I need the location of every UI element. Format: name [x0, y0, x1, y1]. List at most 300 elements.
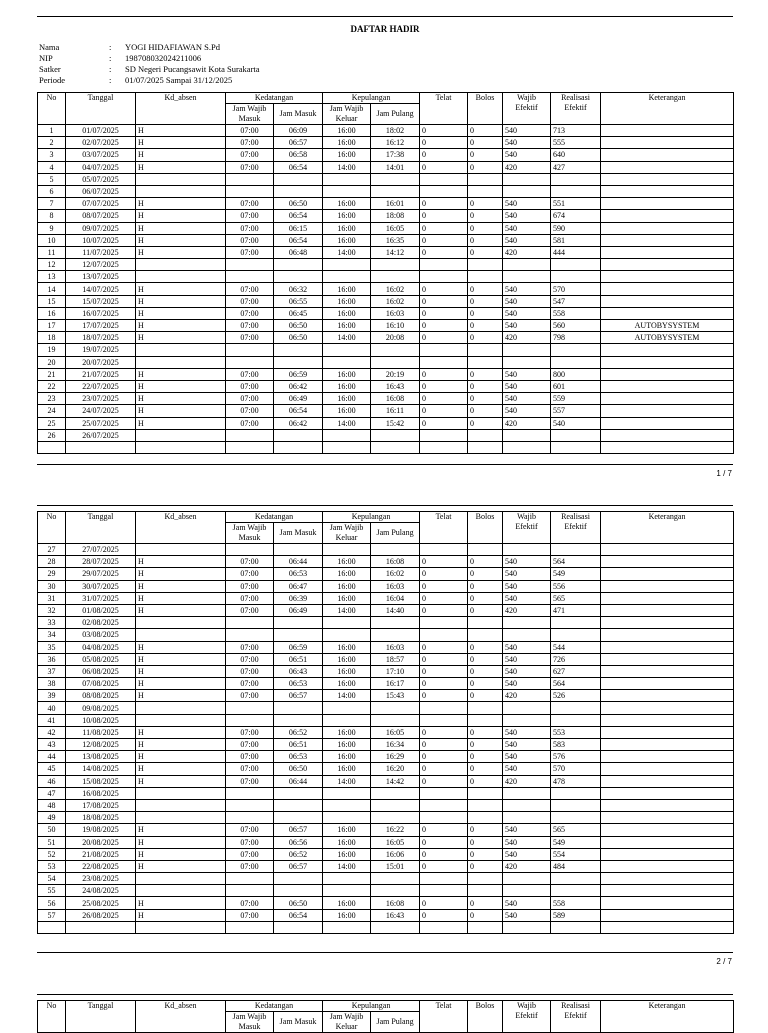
cell-jam-masuk: 06:53	[274, 568, 323, 580]
cell-bolos: 0	[468, 690, 503, 702]
cell-kd-absen: H	[136, 690, 226, 702]
table-row	[38, 812, 734, 824]
cell-keterangan	[601, 860, 734, 872]
page1-top-rule	[37, 16, 733, 17]
cell-keterangan	[601, 234, 734, 246]
cell-kd-absen: H	[136, 393, 226, 405]
cell-wajib-efektif: 540	[503, 641, 551, 653]
col-telat-header: Telat	[420, 512, 468, 544]
cell-wajib-efektif: 420	[503, 161, 551, 173]
cell-no: 56	[38, 897, 66, 909]
cell-jam-masuk: 06:09	[274, 125, 323, 137]
cell-realisasi-efektif: 526	[551, 690, 601, 702]
cell-jam-masuk: 06:42	[274, 417, 323, 429]
cell-wajib-efektif: 540	[503, 405, 551, 417]
cell-keterangan	[601, 246, 734, 258]
cell-no: 46	[38, 775, 66, 787]
cell-jam-pulang: 16:43	[371, 380, 420, 392]
table-row	[38, 429, 734, 441]
cell-keterangan	[601, 137, 734, 149]
col-jam-wajib-keluar-header: Jam Wajib Keluar	[323, 523, 371, 544]
col-realisasi-efektif-header: Realisasi Efektif	[551, 93, 601, 125]
cell-keterangan	[601, 714, 734, 726]
cell-realisasi-efektif: 564	[551, 678, 601, 690]
cell-jam-wajib-masuk: 07:00	[226, 909, 274, 921]
cell-no: 45	[38, 763, 66, 775]
cell-jam-pulang: 16:04	[371, 592, 420, 604]
cell-jam-masuk	[274, 702, 323, 714]
table-row	[38, 617, 734, 629]
cell-keterangan	[601, 909, 734, 921]
cell-jam-masuk: 06:42	[274, 380, 323, 392]
cell-jam-pulang	[371, 429, 420, 441]
cell-jam-wajib-keluar: 16:00	[323, 641, 371, 653]
cell-jam-wajib-masuk	[226, 812, 274, 824]
cell-no: 19	[38, 344, 66, 356]
cell-jam-wajib-keluar: 16:00	[323, 380, 371, 392]
page-number: 2 / 7	[716, 957, 732, 966]
cell-telat: 0	[420, 295, 468, 307]
cell-jam-wajib-masuk: 07:00	[226, 824, 274, 836]
cell-wajib-efektif	[503, 185, 551, 197]
cell-tanggal: 18/08/2025	[66, 812, 136, 824]
cell-kd-absen: H	[136, 897, 226, 909]
cell-kd-absen	[136, 885, 226, 897]
cell-kd-absen: H	[136, 860, 226, 872]
cell-no: 54	[38, 873, 66, 885]
table-row	[38, 739, 734, 751]
cell-wajib-efektif: 540	[503, 222, 551, 234]
cell-tanggal: 16/07/2025	[66, 307, 136, 319]
cell-realisasi-efektif: 800	[551, 368, 601, 380]
cell-no: 1	[38, 125, 66, 137]
cell-jam-wajib-masuk: 07:00	[226, 775, 274, 787]
cell-jam-wajib-masuk: 07:00	[226, 556, 274, 568]
cell-telat	[420, 185, 468, 197]
cell-wajib-efektif	[503, 173, 551, 185]
attendance-table	[37, 1000, 734, 1033]
cell-tanggal: 10/07/2025	[66, 234, 136, 246]
cell-wajib-efektif	[503, 344, 551, 356]
cell-jam-masuk	[274, 441, 323, 453]
cell-wajib-efektif	[503, 544, 551, 556]
cell-kd-absen	[136, 617, 226, 629]
col-tanggal-header: Tanggal	[66, 1001, 136, 1033]
cell-no: 33	[38, 617, 66, 629]
cell-wajib-efektif: 540	[503, 568, 551, 580]
col-jam-masuk-header: Jam Masuk	[274, 523, 323, 544]
col-kd-absen-header: Kd_absen	[136, 93, 226, 125]
table-row	[38, 125, 734, 137]
cell-jam-wajib-masuk	[226, 714, 274, 726]
cell-no: 42	[38, 726, 66, 738]
cell-keterangan	[601, 836, 734, 848]
cell-jam-masuk: 06:54	[274, 161, 323, 173]
cell-kd-absen	[136, 185, 226, 197]
cell-jam-masuk	[274, 885, 323, 897]
cell-wajib-efektif: 540	[503, 726, 551, 738]
cell-bolos	[468, 812, 503, 824]
cell-tanggal: 17/08/2025	[66, 799, 136, 811]
cell-keterangan	[601, 429, 734, 441]
cell-keterangan	[601, 295, 734, 307]
cell-jam-wajib-masuk	[226, 259, 274, 271]
cell-jam-masuk: 06:59	[274, 641, 323, 653]
table-body	[38, 125, 734, 454]
cell-keterangan	[601, 897, 734, 909]
col-wajib-efektif-header: Wajib Efektif	[503, 1001, 551, 1033]
cell-jam-wajib-masuk: 07:00	[226, 726, 274, 738]
cell-telat	[420, 812, 468, 824]
cell-jam-wajib-masuk	[226, 441, 274, 453]
cell-jam-wajib-masuk: 07:00	[226, 848, 274, 860]
cell-bolos: 0	[468, 860, 503, 872]
cell-jam-wajib-masuk: 07:00	[226, 678, 274, 690]
cell-telat	[420, 544, 468, 556]
cell-telat: 0	[420, 222, 468, 234]
col-kepulangan-header: Kepulangan	[323, 512, 420, 523]
cell-realisasi-efektif: 444	[551, 246, 601, 258]
col-jam-masuk-header: Jam Masuk	[274, 1012, 323, 1033]
cell-jam-wajib-masuk	[226, 702, 274, 714]
table-row	[38, 836, 734, 848]
cell-no: 16	[38, 307, 66, 319]
cell-jam-pulang: 16:17	[371, 678, 420, 690]
cell-keterangan	[601, 739, 734, 751]
cell-jam-wajib-masuk	[226, 173, 274, 185]
cell-wajib-efektif: 540	[503, 678, 551, 690]
cell-jam-wajib-masuk	[226, 799, 274, 811]
cell-jam-pulang	[371, 259, 420, 271]
cell-jam-pulang	[371, 344, 420, 356]
cell-bolos: 0	[468, 897, 503, 909]
cell-kd-absen: H	[136, 405, 226, 417]
cell-jam-wajib-masuk: 07:00	[226, 393, 274, 405]
cell-tanggal: 26/08/2025	[66, 909, 136, 921]
table-row	[38, 775, 734, 787]
cell-realisasi-efektif	[551, 429, 601, 441]
cell-jam-wajib-keluar: 16:00	[323, 836, 371, 848]
cell-bolos: 0	[468, 653, 503, 665]
nama-label: Nama	[39, 42, 60, 52]
cell-jam-wajib-masuk: 07:00	[226, 222, 274, 234]
cell-jam-pulang: 20:08	[371, 332, 420, 344]
table-row	[38, 380, 734, 392]
cell-jam-wajib-masuk: 07:00	[226, 295, 274, 307]
cell-no: 24	[38, 405, 66, 417]
cell-kd-absen	[136, 441, 226, 453]
cell-bolos: 0	[468, 836, 503, 848]
cell-telat: 0	[420, 234, 468, 246]
table-row	[38, 580, 734, 592]
cell-jam-pulang: 16:05	[371, 726, 420, 738]
cell-tanggal: 21/07/2025	[66, 368, 136, 380]
cell-tanggal: 31/07/2025	[66, 592, 136, 604]
cell-bolos	[468, 885, 503, 897]
cell-kd-absen: H	[136, 751, 226, 763]
cell-jam-masuk: 06:52	[274, 848, 323, 860]
cell-wajib-efektif: 420	[503, 775, 551, 787]
cell-telat: 0	[420, 836, 468, 848]
cell-jam-wajib-masuk	[226, 885, 274, 897]
cell-jam-pulang	[371, 873, 420, 885]
cell-jam-wajib-masuk: 07:00	[226, 751, 274, 763]
cell-jam-wajib-masuk: 07:00	[226, 653, 274, 665]
cell-bolos: 0	[468, 604, 503, 616]
table-row	[38, 592, 734, 604]
cell-tanggal: 21/08/2025	[66, 848, 136, 860]
table-header	[38, 93, 734, 125]
cell-jam-masuk	[274, 873, 323, 885]
cell-jam-wajib-keluar: 16:00	[323, 393, 371, 405]
cell-jam-wajib-keluar: 16:00	[323, 234, 371, 246]
cell-no: 25	[38, 417, 66, 429]
cell-jam-pulang: 16:01	[371, 198, 420, 210]
cell-telat: 0	[420, 848, 468, 860]
cell-keterangan	[601, 259, 734, 271]
cell-wajib-efektif: 540	[503, 592, 551, 604]
cell-jam-pulang: 16:20	[371, 763, 420, 775]
cell-jam-pulang: 14:12	[371, 246, 420, 258]
cell-jam-wajib-keluar: 16:00	[323, 592, 371, 604]
cell-bolos: 0	[468, 405, 503, 417]
cell-bolos: 0	[468, 568, 503, 580]
cell-tanggal: 13/07/2025	[66, 271, 136, 283]
cell-kd-absen: H	[136, 775, 226, 787]
cell-realisasi-efektif	[551, 271, 601, 283]
periode-value: 01/07/2025 Sampai 31/12/2025	[125, 75, 233, 85]
cell-wajib-efektif: 540	[503, 556, 551, 568]
cell-keterangan	[601, 441, 734, 453]
cell-kd-absen: H	[136, 604, 226, 616]
cell-jam-wajib-keluar	[323, 702, 371, 714]
cell-jam-wajib-keluar: 14:00	[323, 332, 371, 344]
cell-no: 31	[38, 592, 66, 604]
cell-bolos	[468, 259, 503, 271]
cell-jam-wajib-keluar: 14:00	[323, 417, 371, 429]
cell-jam-wajib-masuk: 07:00	[226, 405, 274, 417]
cell-keterangan	[601, 726, 734, 738]
cell-telat: 0	[420, 763, 468, 775]
cell-keterangan	[601, 271, 734, 283]
cell-no: 9	[38, 222, 66, 234]
cell-jam-pulang: 16:29	[371, 751, 420, 763]
cell-kd-absen	[136, 921, 226, 933]
table-row	[38, 307, 734, 319]
cell-bolos: 0	[468, 665, 503, 677]
cell-wajib-efektif: 540	[503, 580, 551, 592]
cell-keterangan	[601, 751, 734, 763]
cell-kd-absen	[136, 873, 226, 885]
cell-wajib-efektif: 540	[503, 234, 551, 246]
col-jam-wajib-masuk-header: Jam Wajib Masuk	[226, 1012, 274, 1033]
cell-jam-masuk: 06:49	[274, 604, 323, 616]
cell-telat	[420, 629, 468, 641]
cell-telat: 0	[420, 678, 468, 690]
cell-jam-wajib-masuk: 07:00	[226, 568, 274, 580]
cell-jam-pulang	[371, 885, 420, 897]
cell-wajib-efektif: 540	[503, 824, 551, 836]
cell-realisasi-efektif	[551, 812, 601, 824]
cell-kd-absen: H	[136, 234, 226, 246]
cell-telat	[420, 344, 468, 356]
cell-kd-absen: H	[136, 307, 226, 319]
cell-jam-wajib-masuk	[226, 185, 274, 197]
cell-no: 14	[38, 283, 66, 295]
cell-telat: 0	[420, 332, 468, 344]
cell-jam-wajib-keluar: 16:00	[323, 909, 371, 921]
cell-jam-masuk	[274, 356, 323, 368]
cell-tanggal: 16/08/2025	[66, 787, 136, 799]
cell-kd-absen: H	[136, 332, 226, 344]
cell-wajib-efektif: 420	[503, 246, 551, 258]
cell-keterangan	[601, 149, 734, 161]
page1-bottom-rule	[37, 464, 733, 465]
table-row	[38, 678, 734, 690]
cell-jam-pulang	[371, 921, 420, 933]
cell-jam-wajib-masuk: 07:00	[226, 234, 274, 246]
cell-no: 37	[38, 665, 66, 677]
cell-tanggal: 09/07/2025	[66, 222, 136, 234]
cell-telat: 0	[420, 393, 468, 405]
cell-tanggal: 27/07/2025	[66, 544, 136, 556]
table-row	[38, 665, 734, 677]
cell-keterangan	[601, 344, 734, 356]
cell-kd-absen: H	[136, 726, 226, 738]
cell-tanggal: 18/07/2025	[66, 332, 136, 344]
cell-keterangan	[601, 283, 734, 295]
cell-jam-wajib-masuk: 07:00	[226, 739, 274, 751]
cell-jam-pulang: 15:01	[371, 860, 420, 872]
cell-tanggal: 15/08/2025	[66, 775, 136, 787]
cell-telat: 0	[420, 307, 468, 319]
cell-bolos: 0	[468, 592, 503, 604]
cell-realisasi-efektif	[551, 714, 601, 726]
table-row	[38, 344, 734, 356]
cell-no: 2	[38, 137, 66, 149]
cell-jam-wajib-masuk	[226, 344, 274, 356]
cell-no: 27	[38, 544, 66, 556]
cell-jam-wajib-keluar: 16:00	[323, 653, 371, 665]
cell-no: 40	[38, 702, 66, 714]
cell-wajib-efektif: 420	[503, 332, 551, 344]
cell-wajib-efektif	[503, 429, 551, 441]
col-wajib-efektif-header: Wajib Efektif	[503, 512, 551, 544]
info-periode	[39, 75, 260, 86]
cell-no: 12	[38, 259, 66, 271]
cell-jam-pulang: 18:08	[371, 210, 420, 222]
cell-jam-wajib-masuk	[226, 356, 274, 368]
cell-kd-absen: H	[136, 580, 226, 592]
cell-tanggal: 05/08/2025	[66, 653, 136, 665]
cell-jam-wajib-keluar	[323, 344, 371, 356]
table-row	[38, 714, 734, 726]
cell-jam-wajib-keluar: 16:00	[323, 580, 371, 592]
cell-jam-pulang	[371, 812, 420, 824]
cell-jam-pulang: 16:35	[371, 234, 420, 246]
col-telat-header: Telat	[420, 1001, 468, 1033]
cell-kd-absen: H	[136, 824, 226, 836]
cell-wajib-efektif: 540	[503, 198, 551, 210]
cell-jam-masuk: 06:58	[274, 149, 323, 161]
cell-jam-wajib-keluar	[323, 873, 371, 885]
cell-telat: 0	[420, 368, 468, 380]
cell-realisasi-efektif: 576	[551, 751, 601, 763]
cell-no: 39	[38, 690, 66, 702]
cell-jam-pulang	[371, 185, 420, 197]
cell-no: 41	[38, 714, 66, 726]
table-row	[38, 653, 734, 665]
cell-realisasi-efektif: 559	[551, 393, 601, 405]
cell-bolos	[468, 344, 503, 356]
cell-telat: 0	[420, 246, 468, 258]
cell-kd-absen: H	[136, 739, 226, 751]
cell-jam-wajib-masuk: 07:00	[226, 836, 274, 848]
cell-jam-wajib-masuk	[226, 787, 274, 799]
col-kedatangan-header: Kedatangan	[226, 93, 323, 104]
cell-no: 13	[38, 271, 66, 283]
cell-jam-masuk: 06:45	[274, 307, 323, 319]
cell-jam-pulang: 16:03	[371, 641, 420, 653]
cell-realisasi-efektif	[551, 921, 601, 933]
cell-jam-wajib-masuk	[226, 629, 274, 641]
cell-wajib-efektif	[503, 702, 551, 714]
cell-jam-wajib-keluar: 16:00	[323, 283, 371, 295]
cell-realisasi-efektif: 589	[551, 909, 601, 921]
cell-jam-masuk	[274, 259, 323, 271]
table-row	[38, 702, 734, 714]
cell-jam-wajib-masuk: 07:00	[226, 417, 274, 429]
cell-jam-wajib-keluar: 16:00	[323, 556, 371, 568]
table-row	[38, 885, 734, 897]
cell-bolos	[468, 173, 503, 185]
cell-jam-wajib-keluar: 14:00	[323, 161, 371, 173]
cell-jam-wajib-keluar: 16:00	[323, 307, 371, 319]
cell-bolos	[468, 921, 503, 933]
cell-realisasi-efektif	[551, 344, 601, 356]
cell-telat: 0	[420, 739, 468, 751]
cell-jam-masuk	[274, 629, 323, 641]
table-row	[38, 295, 734, 307]
cell-kd-absen	[136, 173, 226, 185]
cell-jam-masuk: 06:32	[274, 283, 323, 295]
cell-kd-absen: H	[136, 653, 226, 665]
cell-wajib-efektif	[503, 441, 551, 453]
cell-bolos	[468, 787, 503, 799]
cell-jam-pulang: 17:10	[371, 665, 420, 677]
cell-kd-absen	[136, 271, 226, 283]
cell-jam-wajib-masuk: 07:00	[226, 763, 274, 775]
cell-realisasi-efektif: 565	[551, 824, 601, 836]
sep: :	[109, 64, 112, 74]
cell-telat: 0	[420, 897, 468, 909]
cell-jam-masuk: 06:57	[274, 690, 323, 702]
cell-jam-wajib-keluar: 16:00	[323, 665, 371, 677]
cell-no: 47	[38, 787, 66, 799]
cell-jam-wajib-masuk	[226, 429, 274, 441]
cell-realisasi-efektif: 484	[551, 860, 601, 872]
cell-bolos	[468, 271, 503, 283]
cell-no: 43	[38, 739, 66, 751]
cell-realisasi-efektif: 544	[551, 641, 601, 653]
cell-keterangan	[601, 799, 734, 811]
cell-no	[38, 921, 66, 933]
page-number: 1 / 7	[716, 469, 732, 478]
cell-wajib-efektif	[503, 271, 551, 283]
col-kd-absen-header: Kd_absen	[136, 512, 226, 544]
col-keterangan-header: Keterangan	[601, 1001, 734, 1033]
cell-wajib-efektif: 540	[503, 210, 551, 222]
